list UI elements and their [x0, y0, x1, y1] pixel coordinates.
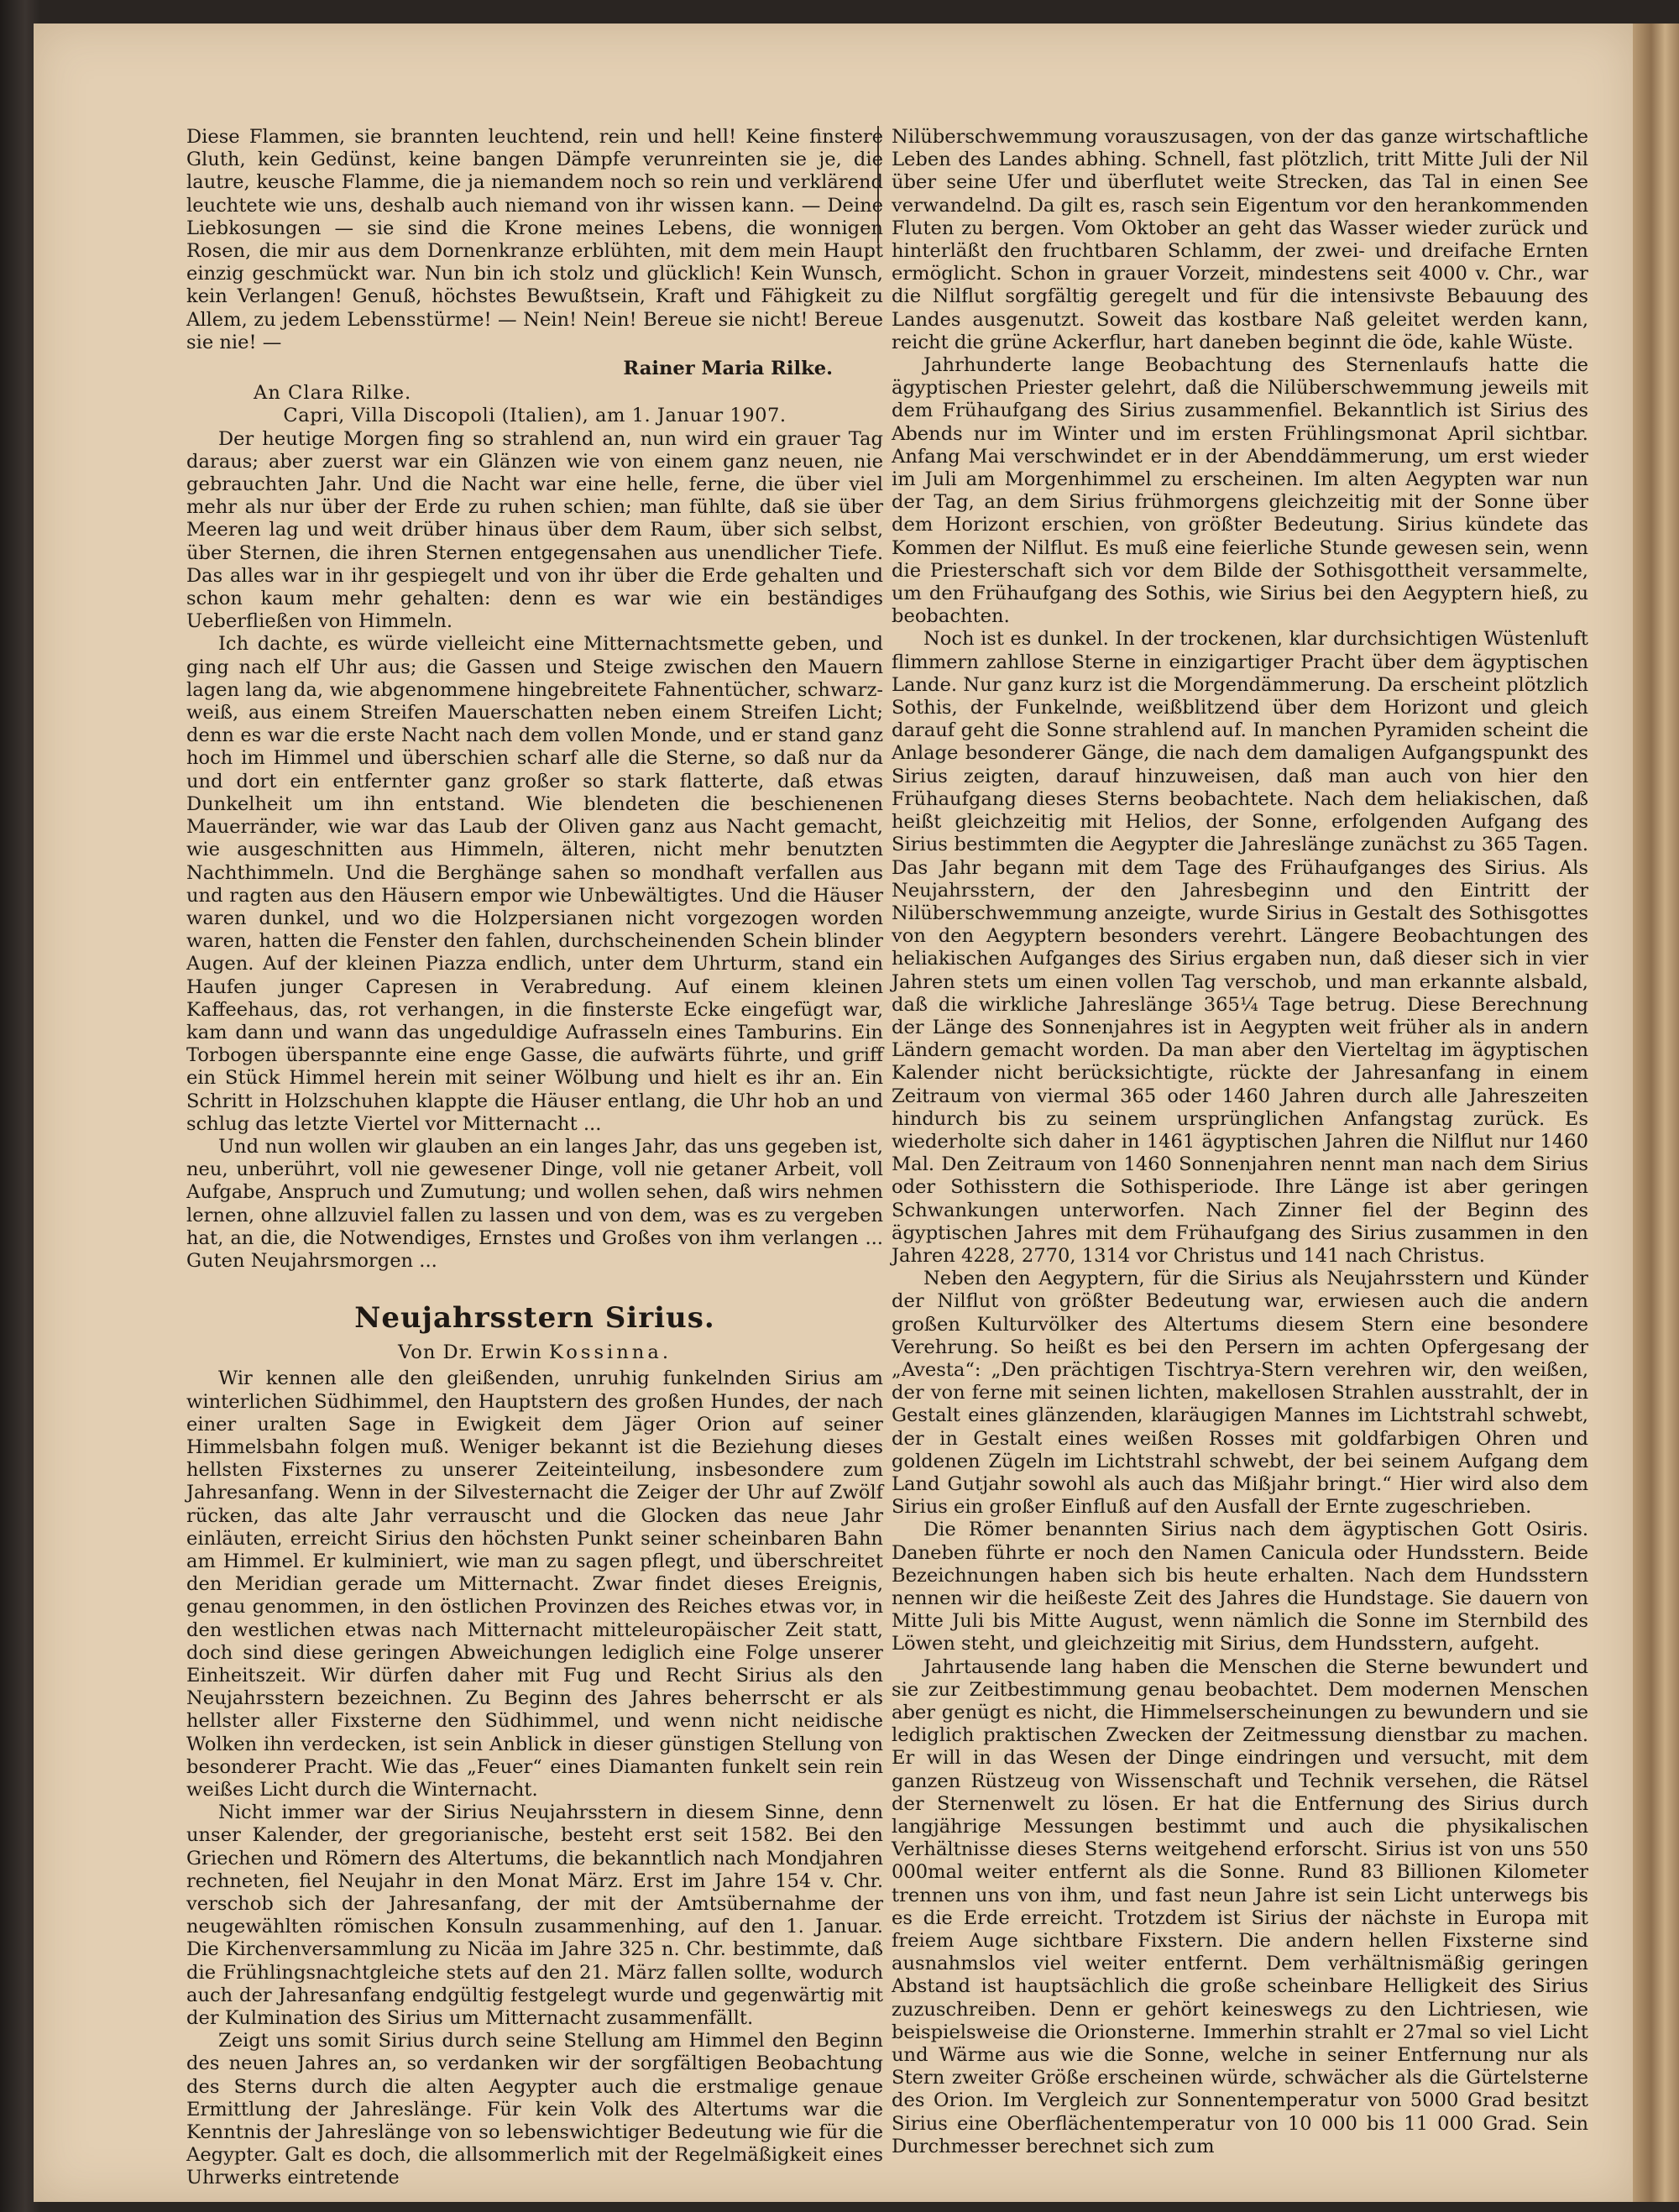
- letter-paragraph: Der heutige Morgen fing so strahlend an, nun wird ein grauer Tag daraus; aber zuerst war ein Glänzen wie von einem ganz neuen, nie gebrauchten Jahr. Und die Nacht war eine helle, ferne, die über viel mehr als nur über der Erde zu ruhen schien; man fühlte, daß sie über Meeren lag und weit drüber hinaus über dem Raum, über sich selbst, über Sternen, die ihren Sternen entgegensahen aus unendlicher Tiefe. Das alles war in ihr gespiegelt und von ihr über die Erde gehalten und schon kaum mehr gehalten: denn es war wie ein beständiges Ueberfließen von Himmeln.: [186, 427, 883, 633]
- article-paragraph: Wir kennen alle den gleißenden, unruhig funkelnden Sirius am winterlichen Südhimmel, den Hauptstern des großen Hundes, der nach einer uralten Sage in Ewigkeit dem Jäger Orion auf seiner Himmelsbahn folgen muß. Weniger bekannt ist die Beziehung dieses hellsten Fixsternes zu unserer Zeiteinteilung, insbesondere zum Jahresanfang. Wenn in der Silvesternacht die Zeiger der Uhr auf Zwölf rücken, das alte Jahr verrauscht und die Glocken das neue Jahr einläuten, erreicht Sirius den höchsten Punkt seiner scheinbaren Bahn am Himmel. Er kulminiert, wie man zu sagen pflegt, und überschreitet den Meridian gerade um Mitternacht. Zwar findet dieses Ereignis, genau genommen, in den östlichen Provinzen des Reiches etwas vor, in den westlichen etwas nach Mitternacht mitteleuropäischer Zeit statt, doch sind diese geringen Abweichungen lediglich eine Folge unserer Einheitszeit. Wir dürfen daher mit Fug und Recht Sirius als den Neujahrsstern bezeichnen. Zu Beginn des Jahres beherrscht er als hellster aller Fixsterne den Südhimmel, und wenn nicht neidische Wolken ihn verdecken, ist sein Anblick in dieser günstigen Stellung von besonderer Pracht. Wie das „Feuer“ eines Diamanten funkelt sein rein weißes Licht durch die Winternacht.: [186, 1367, 883, 1801]
- article-paragraph: Nicht immer war der Sirius Neujahrsstern in diesem Sinne, denn unser Kalender, der gregorianische, besteht erst seit 1582. Bei den Griechen und Römern des Altertums, die bekanntlich nach Mondjahren rechneten, fiel Neujahr in den Monat März. Erst im Jahre 154 v. Chr. verschob sich der Jahresanfang, der mit der Amtsübernahme der neugewählten römischen Konsuln zusammenhing, auf den 1. Januar. Die Kirchenversammlung zu Nicäa im Jahre 325 n. Chr. bestimmte, daß die Frühlingsnachtgleiche stets auf den 21. März fallen sollte, wodurch auch der Jahresanfang endgültig festgelegt wurde und gegenwärtig mit der Kulmination des Sirius um Mitternacht zusammenfällt.: [186, 1801, 883, 2030]
- letter-signature: Rainer Maria Rilke.: [623, 358, 833, 380]
- article-paragraph: Zeigt uns somit Sirius durch seine Stellung am Himmel den Beginn des neuen Jahres an, so verdanken wir der sorgfältigen Beobachtung des Sterns durch die alten Aegypter auch die erstmalige genaue Ermittlung der Jahreslänge. Für kein Volk des Altertums war die Kenntnis der Jahreslänge von so lebenswichtiger Bedeutung wie für die Aegypter. Galt es doch, die allsommerlich mit der Regelmäßigkeit eines Uhrwerks eintretende: [186, 2030, 883, 2189]
- article-byline: [186, 1341, 883, 1364]
- letter-address: An Clara Rilke.: [254, 382, 412, 405]
- letter-end-paragraph: Diese Flammen, sie brannten leuchtend, rein und hell! Keine finstere Gluth, kein Gedünst, keine bangen Dämpfe verunreinten sie je, die lautre, keusche Flamme, die ja niemandem noch so rein und verklärend leuchtete wie uns, deshalb auch niemand von ihr wissen kann. — Deine Liebkosungen — sie sind die Krone meines Lebens, die wonnigen Rosen, die mir aus dem Dornenkranze erblühten, mit dem mein Haupt einzig geschmückt war. Nun bin ich stolz und glücklich! Kein Wunsch, kein Verlangen! Genuß, höchstes Bewußtsein, Kraft und Fähigkeit zu Allem, zu jedem Lebensstürme! — Nein! Nein! Bereue sie nicht! Bereue sie nie! —: [186, 126, 883, 353]
- article-paragraph: Die Römer benannten Sirius nach dem ägyptischen Gott Osiris. Daneben führte er noch den Namen Canicula oder Hundsstern. Beide Bezeichnungen haben sich bis heute erhalten. Nach dem Hundsstern nennen wir die heißeste Zeit des Jahres die Hundstage. Sie dauern von Mitte Juli bis Mitte August, wenn nämlich die Sonne im Sternbild des Löwen steht, und gleichzeitig mit Sirius, dem Hundsstern, aufgeht.: [892, 1519, 1588, 1655]
- article-paragraph: Neben den Aegyptern, für die Sirius als Neujahrsstern und Künder der Nilflut von größter Bedeutung war, erwiesen auch die andern großen Kulturvölker des Altertums diesem Stern eine besondere Verehrung. So heißt es bei den Persern im achten Opfergesang der „Avesta“: „Den prächtigen Tischtrya-Stern verehren wir, den weißen, der von ferne mit seinen lichten, makellosen Strahlen ausstrahlt, der in Gestalt eines glänzenden, klaräugigen Mannes im Lichtstrahl schwebt, der in Gestalt eines weißen Rosses mit goldfarbigen Ohren und goldenen Zügeln im Lichtstrahl schwebt, der bei seinem Aufgang dem Land Gutjahr sowohl als auch das Mißjahr bringt.“ Hier wird also dem Sirius ein großer Einfluß auf den Ausfall der Ernte zugeschrieben.: [892, 1268, 1588, 1519]
- right-column: [892, 126, 1588, 2158]
- article-heading: Neujahrsstern Sirius.: [354, 1301, 715, 1336]
- book-edge: [1633, 24, 1679, 2202]
- article-paragraph: Jahrhunderte lange Beobachtung des Sternenlaufs hatte die ägyptischen Priester gelehrt, daß die Nilüberschwemmung jeweils mit dem Frühaufgang des Sirius zusammenfiel. Bekanntlich ist Sirius des Abends nur im Winter und im ersten Frühlingsmonat April sichtbar. Anfang Mai verschwindet er in der Abenddämmerung, um erst wieder im Juli am Morgenhimmel zu erscheinen. Im alten Aegypten war nun der Tag, an dem Sirius frühmorgens gleichzeitig mit der Sonne über dem Horizont erschien, von größter Bedeutung. Sirius kündete das Kommen der Nilflut. Es muß eine feierliche Stunde gewesen sein, wenn die Priesterschaft sich vor dem Bilde der Sothisgottheit versammelte, um den Frühaufgang des Sothis, wie Sirius bei den Aegyptern hieß, zu beobachten.: [892, 354, 1588, 628]
- article-paragraph: Noch ist es dunkel. In der trockenen, klar durchsichtigen Wüstenluft flimmern zahllose Sterne in einzigartiger Pracht über dem ägyptischen Lande. Nur ganz kurz ist die Morgendämmerung. Da erscheint plötzlich Sothis, der Funkelnde, weißblitzend über dem Horizont und gleich darauf geht die Sonne strahlend auf. In manchen Pyramiden scheint die Anlage besonderer Gänge, die nach dem damaligen Aufgangspunkt des Sirius zeigten, darauf hinzuweisen, daß man auch von hier den Frühaufgang dieses Sterns beobachtete. Nach dem heliakischen, daß heißt gleichzeitig mit Helios, der Sonne, erfolgenden Aufgang des Sirius bestimmten die Aegypter die Jahreslänge zunächst zu 365 Tagen. Das Jahr begann mit dem Tage des Frühaufganges des Sirius. Als Neujahrsstern, der den Jahresbeginn und den Eintritt der Nilüberschwemmung anzeigte, wurde Sirius in Gestalt des Sothisgottes von den Aegyptern besonders verehrt. Längere Beobachtungen des heliakischen Aufganges des Sirius ergaben nun, daß dieser sich in vier Jahren stets um einen vollen Tag verschob, und man erkannte alsbald, daß die wirkliche Jahreslänge 365¼ Tage betrug. Diese Berechnung der Länge des Sonnenjahres ist in Aegypten weit früher als in andern Ländern gemacht worden. Da man aber den Vierteltag im ägyptischen Kalender nicht berücksichtigte, rückte der Jahresanfang in einem Zeitraum von viermal 365 oder 1460 Jahren durch alle Jahreszeiten hindurch bis zu seinem ursprünglichen Anfangstag zurück. Es wiederholte sich daher in 1461 ägyptischen Jahren die Nilflut nur 1460 Mal. Den Zeitraum von 1460 Sonnenjahren nennt man nach dem Sirius oder Sothisstern die Sothisperiode. Ihre Länge ist aber geringen Schwankungen unterworfen. Nach Zinner fiel der Beginn des ägyptischen Jahres mit dem Frühaufgang des Sirius zusammen in den Jahren 4228, 2770, 1314 vor Christus und 141 nach Christus.: [892, 628, 1588, 1267]
- left-column: [186, 126, 883, 2190]
- letter-place-date: Capri, Villa Discopoli (Italien), am 1. Januar 1907.: [283, 405, 787, 427]
- byline-prefix: Von Dr. Erwin: [397, 1341, 542, 1364]
- letter-paragraph: Und nun wollen wir glauben an ein langes Jahr, das uns gegeben ist, neu, unberührt, voll nie gewesener Dinge, voll nie getaner Arbeit, voll Aufgabe, Anspruch und Zumutung; und wollen sehen, daß wirs nehmen lernen, ohne allzuviel fallen zu lassen und von dem, was es zu vergeben hat, an die, die Notwendiges, Ernstes und Großes von ihm verlangen ... Guten Neujahrsmorgen ...: [186, 1135, 883, 1272]
- letter-paragraph: Ich dachte, es würde vielleicht eine Mitternachtsmette geben, und ging nach elf Uhr aus; die Gassen und Steige zwischen den Mauern lagen lang da, wie abgenommene hingebreitete Fahnentücher, schwarz-weiß, aus einem Streifen Mauerschatten neben einem Streifen Licht; denn es war die erste Nacht nach dem vollen Monde, und er stand ganz hoch im Himmel und überschien scharf alle die Sterne, so daß nur da und dort ein entfernter ganz großer so stark flatterte, daß etwas Dunkelheit um ihn entstand. Wie blendeten die beschienenen Mauerränder, wie war das Laub der Oliven ganz aus Nacht gemacht, wie ausgeschnitten aus Himmeln, älteren, nicht mehr benutzten Nachthimmeln. Und die Berghänge sahen so mondhaft verfallen aus und ragten aus den Häusern empor wie Unbewältigtes. Und die Häuser waren dunkel, und wo die Holzpersianen nicht vorgezogen worden waren, hatten die Fenster den fahlen, durchscheinenden Schein blinder Augen. Auf der kleinen Piazza endlich, unter dem Uhrturm, stand ein Haufen junger Capresen in Verabredung. Auf einem kleinen Kaffeehaus, das, rot verhangen, in die finsterste Ecke eingefügt war, kam dann und wann das ungeduldige Aufrasseln eines Tamburins. Ein Torbogen überspannte eine enge Gasse, die aufwärts führte, und griff ein Stück Himmel herein mit seiner Wölbung und hielt es ihr an. Ein Schritt in Holzschuhen klappte die Häuser entlang, die Uhr hob an und schlug das letzte Viertel vor Mitternacht ...: [186, 633, 883, 1135]
- article-paragraph: Nilüberschwemmung vorauszusagen, von der das ganze wirtschaftliche Leben des Landes abhing. Schnell, fast plötzlich, tritt Mitte Juli der Nil über seine Ufer und überflutet weite Strecken, das Tal in einen See verwandelnd. Da gilt es, rasch sein Eigentum vor den herankommenden Fluten zu bergen. Vom Oktober an geht das Wasser wieder zurück und hinterläßt den fruchtbaren Schlamm, der zwei- und dreifache Ernten ermöglicht. Schon in grauer Vorzeit, mindestens seit 4000 v. Chr., war die Nilflut sorgfältig geregelt und für die intensivste Bebauung des Landes ausgenutzt. Soweit das kostbare Naß geleitet werden kann, reicht die grüne Ackerflur, hart daneben beginnt die öde, kahle Wüste.: [892, 126, 1588, 353]
- byline-name: Kossinna.: [548, 1341, 672, 1364]
- article-paragraph: Jahrtausende lang haben die Menschen die Sterne bewundert und sie zur Zeitbestimmung genau beobachtet. Dem modernen Menschen aber genügt es nicht, die Himmelserscheinungen zu bewundern und sie lediglich praktischen Zwecken der Zeitmessung dienstbar zu machen. Er will in das Wesen der Dinge eindringen und versucht, mit dem ganzen Rüstzeug von Wissenschaft und Technik versehen, die Rätsel der Sternenwelt zu lösen. Er hat die Entfernung des Sirius durch langjährige Messungen bestimmt und auch die physikalischen Verhältnisse dieses Sterns weitgehend erforscht. Sirius ist von uns 550 000mal weiter entfernt als die Sonne. Rund 83 Billionen Kilometer trennen uns von ihm, und fast neun Jahre ist sein Licht unterwegs bis es die Erde erreicht. Trotzdem ist Sirius der nächste in Europa mit freiem Auge sichtbare Fixstern. Die andern hellen Fixsterne sind ausnahmslos viel weiter entfernt. Dem verhältnismäßig geringen Abstand ist hauptsächlich die große scheinbare Helligkeit des Sirius zuzuschreiben. Denn er gehört keineswegs zu den Lichtriesen, wie beispielsweise die Orionsterne. Immerhin strahlt er 27mal so viel Licht und Wärme aus wie die Sonne, welche in seiner Entfernung nur als Stern zweiter Größe erscheinen würde, schwächer als die Gürtelsterne des Orion. Im Vergleich zur Sonnentemperatur von 5000 Grad besitzt Sirius eine Oberflächentemperatur von 10 000 bis 11 000 Grad. Sein Durchmesser berechnet sich zum: [892, 1655, 1588, 2157]
